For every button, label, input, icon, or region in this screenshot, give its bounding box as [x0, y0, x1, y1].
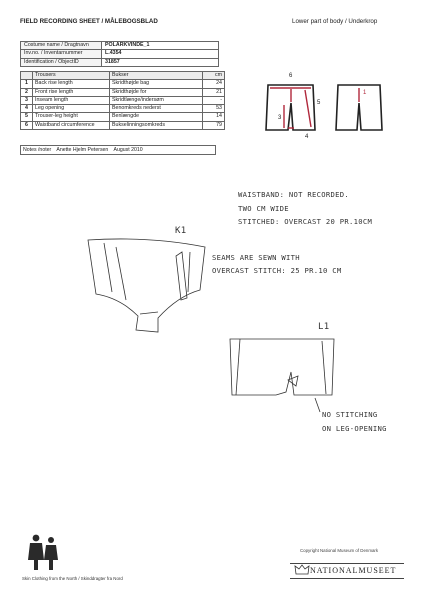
note-seams: SEAMS ARE SEWN WITH — [212, 253, 300, 262]
diagram-label-1: 1 — [363, 90, 367, 96]
row-english: Front rise length — [33, 88, 110, 96]
note-no-stitching: NO STITCHING — [322, 410, 378, 419]
meta-value: 31857 — [102, 58, 219, 66]
row-english: Trouser-leg height — [33, 113, 110, 121]
row-danish: Skridthøjde for — [110, 88, 203, 96]
diagram-label-4: 4 — [305, 134, 309, 140]
notes-author: Anette Hjelm Petersen — [56, 147, 109, 153]
label-l1: L1 — [318, 322, 330, 332]
meta-label: Identification / ObjectID — [21, 58, 102, 66]
row-danish: Benlængde — [110, 113, 203, 121]
note-overcast: OVERCAST STITCH: 25 PR.10 CM — [212, 266, 342, 275]
skin-clothing-logo — [28, 535, 58, 570]
meta-label: Costume name / Dragtnavn — [21, 42, 102, 50]
row-number: 5 — [21, 113, 33, 121]
row-english: Back rise length — [33, 80, 110, 88]
row-english: Waistband circumference — [33, 121, 110, 129]
copyright-text: Copyright National Museum of Denmark — [300, 548, 379, 553]
meta-value: POLARKVINDE_1 — [102, 42, 219, 50]
row-number: 4 — [21, 105, 33, 113]
l1-sketch — [230, 339, 334, 412]
row-danish: Skridtlænge/indersøm — [110, 96, 203, 104]
row-danish: Skridthøjde bag — [110, 80, 203, 88]
row-number: 2 — [21, 88, 33, 96]
header-unit: cm — [203, 72, 225, 80]
project-title: Skin Clothing from the North / Skinddragter fra Nord — [22, 576, 123, 581]
row-value: 24 — [203, 80, 225, 88]
label-k1: K1 — [175, 226, 187, 236]
note-width: TWO CM WIDE — [238, 204, 289, 213]
row-danish: Bukselinningsomkreds — [110, 121, 203, 129]
row-value: - — [203, 96, 225, 104]
diagram-label-5: 5 — [317, 100, 321, 106]
diagram-label-6: 6 — [289, 73, 293, 79]
note-waistband: WAISTBAND: NOT RECORDED. — [238, 190, 350, 199]
sheet-title: FIELD RECORDING SHEET / MÅLEBOGSBLAD — [20, 18, 158, 25]
row-value: 79 — [203, 121, 225, 129]
row-value: 21 — [203, 88, 225, 96]
header-danish: Bukser — [110, 72, 203, 80]
meta-label: Inv.no. / Inventarnummer — [21, 50, 102, 58]
notes-label: Notes /noter — [23, 147, 52, 153]
row-number: 6 — [21, 121, 33, 129]
museum-logo — [290, 563, 404, 579]
header-english: Trousers — [33, 72, 110, 80]
row-value: 53 — [203, 105, 225, 113]
diagram-label-3: 3 — [278, 115, 282, 121]
museum-name: NATIONALMUSEET — [310, 566, 397, 575]
note-stitched: STITCHED: OVERCAST 20 PR.10CM — [238, 217, 373, 226]
section-title: Lower part of body / Underkrop — [292, 18, 378, 25]
note-leg-opening: ON LEG-OPENING — [322, 424, 387, 433]
row-value: 14 — [203, 113, 225, 121]
row-english: Inseam length — [33, 96, 110, 104]
row-english: Leg opening — [33, 105, 110, 113]
meta-value: L.4354 — [102, 50, 219, 58]
k1-sketch — [88, 239, 205, 332]
row-number: 3 — [21, 96, 33, 104]
row-danish: Benomkreds nederst — [110, 105, 203, 113]
row-number: 1 — [21, 80, 33, 88]
notes-date: August 2010 — [113, 147, 143, 153]
